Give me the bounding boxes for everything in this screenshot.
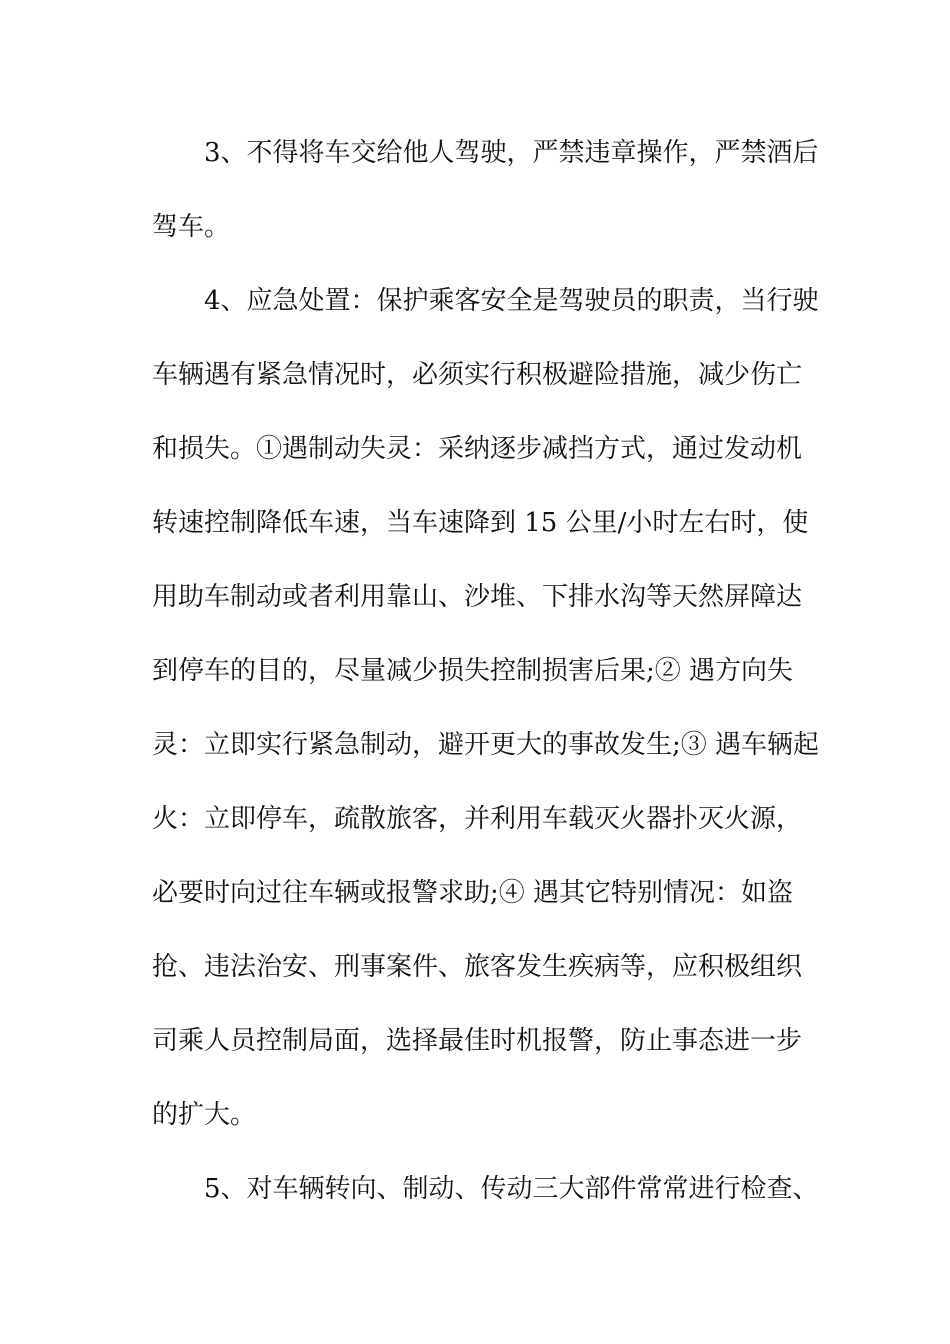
text-line: 火：立即停车，疏散旅客，并利用车载灭火器扑灭火源，	[152, 804, 803, 834]
text-line: 司乘人员控制局面，选择最佳时机报警，防止事态进一步	[152, 1026, 803, 1056]
text-line: 用助车制动或者利用靠山、沙堆、下排水沟等天然屏障达	[152, 582, 803, 612]
text-line: 必要时向过往车辆或报警求助;④ 遇其它特别情况：如盗	[152, 878, 794, 908]
text-line: 车辆遇有紧急情况时，必须实行积极避险措施，减少伤亡	[152, 360, 803, 390]
text-line: 转速控制降低车速，当车速降到 15 公里/小时左右时，使	[152, 508, 809, 538]
text-line: 灵：立即实行紧急制动，避开更大的事故发生;③ 遇车辆起	[152, 730, 820, 760]
text-line: 3、不得将车交给他人驾驶，严禁违章操作，严禁酒后	[204, 138, 819, 168]
text-line: 到停车的目的，尽量减少损失控制损害后果;② 遇方向失	[152, 656, 794, 686]
text-line: 4、应急处置：保护乘客安全是驾驶员的职责，当行驶	[204, 286, 819, 316]
text-line: 和损失。①遇制动失灵：采纳逐步减挡方式，通过发动机	[152, 434, 803, 464]
text-line: 抢、违法治安、刑事案件、旅客发生疾病等，应积极组织	[152, 952, 803, 982]
text-line: 驾车。	[152, 212, 231, 242]
text-line: 的扩大。	[152, 1100, 257, 1130]
text-line: 5、对车辆转向、制动、传动三大部件常常进行检查、	[204, 1174, 819, 1204]
